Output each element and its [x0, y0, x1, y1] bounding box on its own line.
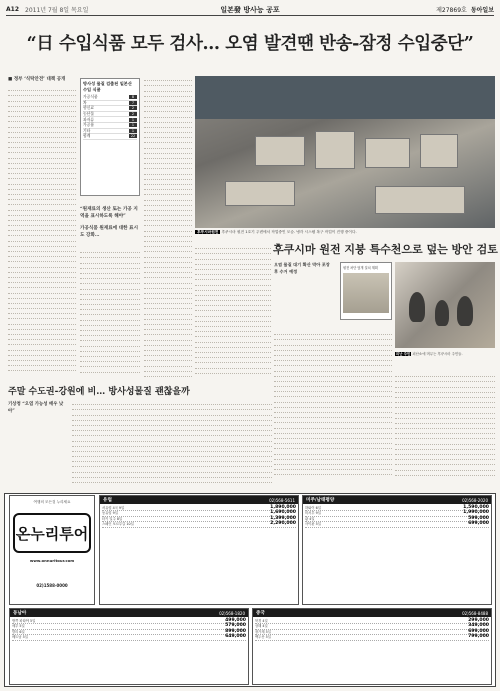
- side-quote: 오염 물질 대기 확산 막아 포장 후 수거 예정: [274, 262, 330, 274]
- pull-quote: 가공식품 원재료에 대한 표시도 강화…: [80, 226, 139, 238]
- article-body-col4: [195, 244, 271, 379]
- list-item[interactable]: 방콕 파타야 5일 499,000: [12, 618, 246, 623]
- list-item[interactable]: 세부 5일 579,000: [12, 623, 246, 629]
- table-row: 가공품 1: [83, 123, 137, 129]
- ad-section-phone: 02)568-2020: [462, 497, 488, 503]
- brand-logo: 온누리투어: [13, 513, 91, 553]
- photo-caption: [195, 230, 495, 235]
- ad-section-europe: [99, 495, 299, 605]
- column-heading: ■ 정부 ‘식탁안전’ 대책 공개: [8, 77, 66, 82]
- ad-section-americas: [302, 495, 492, 605]
- table-row: 기타 1: [83, 129, 137, 135]
- sub2-quote: 기상청 “오염 가능성 매우 낮아”: [8, 402, 64, 414]
- article-body-col2: [80, 248, 140, 378]
- list-item[interactable]: 서유럽 4국 9일 1,890,000: [102, 505, 296, 510]
- list-item[interactable]: 동유럽 9일 1,690,000: [102, 510, 296, 516]
- nuclear-plant-photo: [195, 76, 495, 228]
- list-item[interactable]: 하와이 6일 1,590,000: [305, 505, 489, 510]
- brand-url[interactable]: www.onnuritour.com: [29, 558, 75, 563]
- table-row: 과자류 1: [83, 117, 137, 123]
- table-row: 가공식품 8: [83, 95, 137, 101]
- subheadline-cover: 후쿠시마 원전 지붕 특수천으로 덮는 방안 검토: [273, 243, 498, 256]
- cover-illustration: [343, 273, 389, 313]
- table-row: 향신료 2: [83, 106, 137, 112]
- caption-tag: 후쿠시마원전: [197, 230, 219, 234]
- article-body-col3: [144, 76, 192, 378]
- article-body-rain: [72, 400, 272, 484]
- pull-quotes: [80, 206, 140, 244]
- ad-section-china: [252, 608, 492, 685]
- brand-slogan: 여행의 모든것 누리세요: [33, 500, 71, 504]
- list-item[interactable]: 터키 일주 8일 1,399,000: [102, 515, 296, 521]
- list-item[interactable]: 발리 6일 899,000: [12, 628, 246, 634]
- page-number: A12: [6, 6, 19, 13]
- ad-section-title: 미주/남태평양: [306, 498, 335, 503]
- list-item[interactable]: 베트남 5일 649,000: [12, 634, 246, 640]
- evacuees-photo: [395, 262, 495, 348]
- list-item[interactable]: 사이판 5일 699,000: [305, 521, 489, 527]
- ad-section-phone: 02)568-8488: [462, 610, 488, 616]
- main-headline: “日 수입식품 모두 검사… 오염 발견땐 반송-잠정 수입중단”: [26, 34, 474, 54]
- table-row: 차 7: [83, 101, 137, 107]
- travel-advertisement: [4, 493, 496, 687]
- subheadline-rain: 주말 수도권-강원에 비… 방사성물질 괜찮을까: [8, 387, 190, 397]
- list-item[interactable]: 괌 4일 599,000: [305, 515, 489, 521]
- detected-food-table: [80, 78, 140, 196]
- brand-box[interactable]: [9, 495, 95, 605]
- list-item[interactable]: 상해 4일 349,000: [255, 623, 489, 629]
- table-title: 방사성 물질 검출된 일본산 수입 식품: [83, 81, 132, 92]
- list-item[interactable]: 북경 4일 299,000: [255, 618, 489, 623]
- table-row: 농산물 2: [83, 112, 137, 118]
- photo2-caption: [395, 352, 495, 357]
- ad-section-title: 유럽: [103, 498, 112, 503]
- caption-text: 후쿠시마 원전 1호기 주변에서 작업중인 모습. 냉각 시스템 복구 작업이 진행 중이다.: [221, 230, 357, 234]
- section-title: 일본發 방사능 공포: [220, 4, 280, 14]
- page-header: [6, 4, 494, 16]
- paper-name: 동아일보: [470, 7, 494, 14]
- caption-text: 피난소에 머무는 후쿠시마 주민들.: [412, 352, 463, 356]
- inset-title: 원전 차단 덮개 설치 계획: [343, 266, 378, 270]
- ad-section-southeast-asia: [9, 608, 249, 685]
- ad-section-phone: 02)568-5611: [269, 497, 295, 503]
- list-item[interactable]: 장가계 5일 699,000: [255, 628, 489, 634]
- caption-tag: 피난 주민: [396, 352, 411, 356]
- table-row: 합계 22: [83, 133, 136, 139]
- article-body-col1: [8, 86, 76, 376]
- issue-date: 2011년 7월 8일 목요일: [25, 7, 89, 14]
- article-body-col5: [274, 330, 392, 480]
- cover-plan-graphic: [340, 262, 392, 320]
- list-item[interactable]: 스페인 포르투갈 10일 2,290,000: [102, 521, 296, 527]
- ad-section-phone: 02)568-1820: [219, 610, 245, 616]
- list-item[interactable]: 백두산 5일 799,000: [255, 634, 489, 640]
- edition-number: 제27869호: [436, 7, 467, 14]
- list-item[interactable]: 미서부 9일 1,990,000: [305, 510, 489, 516]
- article-body-col6: [395, 372, 495, 482]
- ad-section-title: 동남아: [13, 611, 27, 616]
- brand-phone: 02)1588-0000: [36, 583, 68, 588]
- ad-section-title: 중국: [256, 611, 265, 616]
- pull-quote: “원재료의 생산 또는 가공 지역을 표시하도록 해야”: [80, 207, 138, 219]
